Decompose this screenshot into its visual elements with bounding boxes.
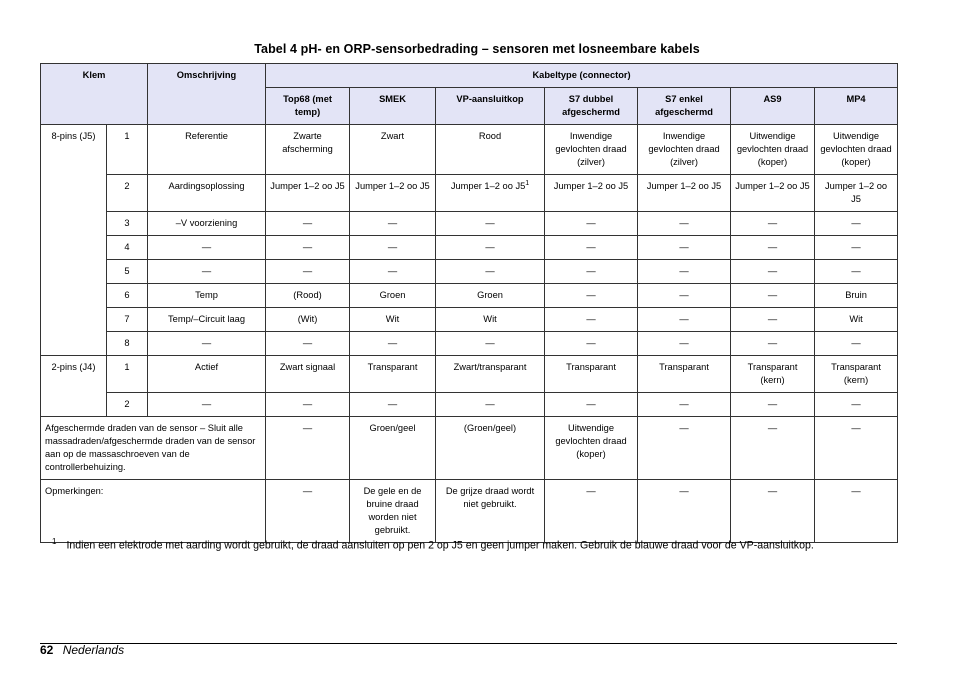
wire-cell-text: — <box>679 338 689 348</box>
wire-cell <box>731 356 815 393</box>
wire-cell <box>815 212 898 236</box>
wire-cell: — <box>266 480 350 543</box>
wire-cell-text: — <box>586 242 596 252</box>
wire-cell <box>638 284 731 308</box>
wire-cell: — <box>638 417 731 480</box>
wire-cell-text: — <box>586 338 596 348</box>
wire-cell-text: — <box>387 338 398 348</box>
wire-cell-text: — <box>679 399 689 409</box>
wire-cell-text: — <box>767 314 778 324</box>
wire-cell <box>436 236 545 260</box>
wire-cell <box>350 260 436 284</box>
wire-cell: — <box>731 417 815 480</box>
row-label: Afgeschermde draden van de sensor – Sluit alle massadraden/afgeschermde draden van de sensor aan op de massaschroeven van de controllerbehuizing. <box>41 417 266 480</box>
wire-cell-text: — <box>586 218 596 228</box>
pin-cell: 6 <box>107 284 148 308</box>
wire-cell-text: — <box>387 242 398 252</box>
wire-cell <box>731 175 815 212</box>
wire-cell <box>638 125 731 175</box>
wire-cell-text: — <box>767 338 778 348</box>
wire-cell-text: — <box>485 218 495 228</box>
description-cell: — <box>148 236 266 260</box>
wire-cell-text: — <box>851 218 861 228</box>
wire-cell <box>350 175 436 212</box>
header-column: Top68 (met temp) <box>266 88 350 125</box>
header-omschrijving: Omschrijving <box>148 64 266 125</box>
wire-cell-text: — <box>851 399 861 409</box>
wire-cell <box>266 260 350 284</box>
description-cell: — <box>148 260 266 284</box>
table-row <box>41 175 898 212</box>
wire-cell-text: — <box>586 290 596 300</box>
description-cell: — <box>148 393 266 417</box>
header-klem: Klem <box>41 64 148 125</box>
pin-cell: 8 <box>107 332 148 356</box>
table-row <box>41 308 898 332</box>
wire-cell <box>350 308 436 332</box>
wire-cell-text: Transparant <box>659 362 709 372</box>
wire-cell-text: — <box>586 314 596 324</box>
wire-cell-text: Wit <box>385 314 400 324</box>
wire-cell <box>545 175 638 212</box>
wire-cell <box>266 284 350 308</box>
wire-cell <box>350 284 436 308</box>
row-label: Opmerkingen: <box>41 480 266 543</box>
wire-cell-text: Inwendige gevlochten draad (zilver) <box>555 131 627 167</box>
wire-cell <box>815 260 898 284</box>
connector-cell: 2-pins (J4) <box>41 356 107 417</box>
wire-cell-text: Bruin <box>845 290 867 300</box>
pin-cell: 4 <box>107 236 148 260</box>
header-kabeltype: Kabeltype (connector) <box>266 64 898 88</box>
table-row <box>41 212 898 236</box>
footnote-text: Indien een elektrode met aarding wordt gebruikt, de draad aansluiten op pen 2 op J5 en geen jumper maken. Gebruik de blauwe draad voor de VP-aansluitkop. <box>66 539 814 552</box>
wire-cell-text: Jumper 1–2 oo J5 <box>825 181 888 204</box>
wire-cell <box>266 356 350 393</box>
pin-cell: 3 <box>107 212 148 236</box>
header-column: MP4 <box>815 88 898 125</box>
page-footer <box>40 643 124 657</box>
wire-cell-text: — <box>767 290 778 300</box>
wire-cell-text: — <box>679 266 689 276</box>
wire-cell <box>436 284 545 308</box>
wire-cell-text: Jumper 1–2 oo J5 <box>553 181 629 191</box>
wire-cell-text: Inwendige gevlochten draad (zilver) <box>648 131 720 167</box>
header-column: S7 dubbel afgeschermd <box>545 88 638 125</box>
wire-cell: — <box>266 417 350 480</box>
pin-cell: 1 <box>107 356 148 393</box>
wire-cell <box>815 236 898 260</box>
table-row <box>41 393 898 417</box>
wire-cell-text: Transparant (kern) <box>831 362 881 385</box>
wire-cell <box>350 332 436 356</box>
description-cell: Temp/–Circuit laag <box>148 308 266 332</box>
header-column: AS9 <box>731 88 815 125</box>
wire-cell <box>350 356 436 393</box>
wire-cell <box>815 284 898 308</box>
wire-cell-text: — <box>387 218 398 228</box>
wire-cell: Groen/geel <box>350 417 436 480</box>
table-row <box>41 332 898 356</box>
wire-cell-text: Jumper 1–2 oo J5 <box>270 181 345 191</box>
wire-cell <box>436 260 545 284</box>
wire-cell-text: Groen <box>477 290 503 300</box>
wire-cell-text: — <box>302 338 313 348</box>
wire-cell-text: Jumper 1–2 oo J5 <box>355 181 430 191</box>
footnote-number: 1 <box>52 537 57 546</box>
wire-cell-text: — <box>586 266 596 276</box>
table-row <box>41 284 898 308</box>
page-number: 62 <box>40 643 54 657</box>
wire-cell <box>266 308 350 332</box>
pin-cell: 1 <box>107 125 148 175</box>
wire-cell <box>815 356 898 393</box>
wire-cell-text: Wit <box>483 314 497 324</box>
wire-cell-text: — <box>485 338 495 348</box>
wire-cell <box>545 356 638 393</box>
description-cell: Actief <box>148 356 266 393</box>
wire-cell <box>731 236 815 260</box>
pin-cell: 2 <box>107 393 148 417</box>
wire-cell-text: — <box>767 218 778 228</box>
wire-cell <box>350 393 436 417</box>
wire-cell-text: Zwart/transparant <box>453 362 527 372</box>
wire-cell <box>545 284 638 308</box>
wire-cell-text: Wit <box>849 314 863 324</box>
wire-cell-text: — <box>851 338 861 348</box>
wire-cell <box>638 175 731 212</box>
wire-cell <box>815 308 898 332</box>
footnote-ref: 1 <box>525 179 530 187</box>
wire-cell <box>731 332 815 356</box>
wire-cell-text: — <box>387 266 398 276</box>
table-row <box>41 356 898 393</box>
wire-cell-text: — <box>679 314 689 324</box>
wire-cell-text: Groen <box>379 290 406 300</box>
wire-cell <box>266 175 350 212</box>
footnote <box>52 537 912 552</box>
wire-cell <box>350 125 436 175</box>
wire-cell <box>731 260 815 284</box>
description-cell: –V voorziening <box>148 212 266 236</box>
header-column: S7 enkel afgeschermd <box>638 88 731 125</box>
wire-cell-text: — <box>586 399 596 409</box>
footer-rule <box>40 643 897 644</box>
wire-cell-text: — <box>485 399 495 409</box>
wire-cell <box>436 393 545 417</box>
wire-cell: — <box>638 480 731 543</box>
wire-cell-text: — <box>485 242 495 252</box>
wire-cell <box>638 236 731 260</box>
wire-cell <box>731 393 815 417</box>
wire-cell <box>545 260 638 284</box>
wire-cell <box>731 284 815 308</box>
wire-cell-text: — <box>485 266 495 276</box>
pin-cell: 2 <box>107 175 148 212</box>
wire-cell-text: (Rood) <box>293 290 322 300</box>
wire-cell <box>638 393 731 417</box>
footer-language: Nederlands <box>62 643 125 657</box>
wire-cell <box>731 308 815 332</box>
wire-cell-text: Zwart <box>380 131 405 141</box>
pin-cell: 7 <box>107 308 148 332</box>
wire-cell-text: Transparant (kern) <box>747 362 798 385</box>
wire-cell <box>731 212 815 236</box>
table-row <box>41 260 898 284</box>
table-row <box>41 236 898 260</box>
wire-cell-text: (Wit) <box>297 314 318 324</box>
wire-cell <box>266 236 350 260</box>
wire-cell-text: — <box>302 266 313 276</box>
wire-cell: (Groen/geel) <box>436 417 545 480</box>
wire-cell: — <box>815 417 898 480</box>
wire-cell-text: — <box>851 266 861 276</box>
wire-cell-text: — <box>679 242 689 252</box>
wire-cell: De grijze draad wordt niet gebruikt. <box>436 480 545 543</box>
wire-cell <box>545 212 638 236</box>
wire-cell <box>638 356 731 393</box>
wire-cell: — <box>815 480 898 543</box>
wire-cell <box>350 236 436 260</box>
wire-cell-text: Transparant <box>566 362 616 372</box>
wire-cell-text: Transparant <box>367 362 418 372</box>
wire-cell <box>266 125 350 175</box>
wire-cell-text: Rood <box>478 131 502 141</box>
wire-cell: Uitwendige gevlochten draad (koper) <box>545 417 638 480</box>
wire-cell-text: — <box>767 266 778 276</box>
wire-cell <box>436 175 545 212</box>
wire-cell <box>436 212 545 236</box>
wire-cell-text: Jumper 1–2 oo J5 <box>450 181 526 191</box>
table-row <box>41 480 898 543</box>
wire-cell <box>545 308 638 332</box>
wire-cell <box>545 125 638 175</box>
connector-cell: 8-pins (J5) <box>41 125 107 356</box>
wire-cell <box>815 125 898 175</box>
wire-cell <box>638 212 731 236</box>
wire-cell <box>815 393 898 417</box>
wire-cell <box>545 236 638 260</box>
wire-cell: — <box>545 480 638 543</box>
wire-cell-text: Uitwendige gevlochten draad (koper) <box>736 131 809 167</box>
table-row <box>41 125 898 175</box>
table-title: Tabel 4 pH- en ORP-sensorbedrading – sensoren met losneembare kabels <box>254 42 700 56</box>
wire-cell <box>638 332 731 356</box>
wire-cell <box>436 125 545 175</box>
wire-cell-text: Zwart signaal <box>279 362 336 372</box>
wire-cell <box>350 212 436 236</box>
wire-cell-text: — <box>679 218 689 228</box>
wire-cell <box>731 125 815 175</box>
header-column: SMEK <box>350 88 436 125</box>
wire-cell-text: — <box>387 399 398 409</box>
wire-cell <box>266 332 350 356</box>
wire-cell-text: — <box>302 218 313 228</box>
wire-cell <box>436 308 545 332</box>
wire-cell <box>545 393 638 417</box>
wire-cell <box>815 175 898 212</box>
wire-cell <box>266 393 350 417</box>
wire-cell-text: — <box>767 242 778 252</box>
wire-cell <box>815 332 898 356</box>
wire-cell-text: — <box>679 290 689 300</box>
wire-cell-text: — <box>767 399 778 409</box>
wire-cell-text: Zwarte afscherming <box>282 131 333 154</box>
description-cell: Temp <box>148 284 266 308</box>
wire-cell-text: Jumper 1–2 oo J5 <box>735 181 810 191</box>
description-cell: Aardingsoplossing <box>148 175 266 212</box>
wire-cell <box>545 332 638 356</box>
wire-cell <box>638 308 731 332</box>
wire-cell-text: — <box>302 242 313 252</box>
header-column: VP-aansluitkop <box>436 88 545 125</box>
description-cell: Referentie <box>148 125 266 175</box>
wire-cell-text: Jumper 1–2 oo J5 <box>646 181 722 191</box>
wire-cell-text: Uitwendige gevlochten draad (koper) <box>820 131 892 167</box>
description-cell: — <box>148 332 266 356</box>
wire-cell-text: — <box>302 399 313 409</box>
table-row <box>41 417 898 480</box>
wire-cell <box>436 332 545 356</box>
wiring-table <box>40 63 898 543</box>
wire-cell: De gele en de bruine draad worden niet gebruikt. <box>350 480 436 543</box>
wire-cell <box>638 260 731 284</box>
pin-cell: 5 <box>107 260 148 284</box>
wire-cell: — <box>731 480 815 543</box>
wire-cell <box>436 356 545 393</box>
wire-cell <box>266 212 350 236</box>
wire-cell-text: — <box>851 242 861 252</box>
